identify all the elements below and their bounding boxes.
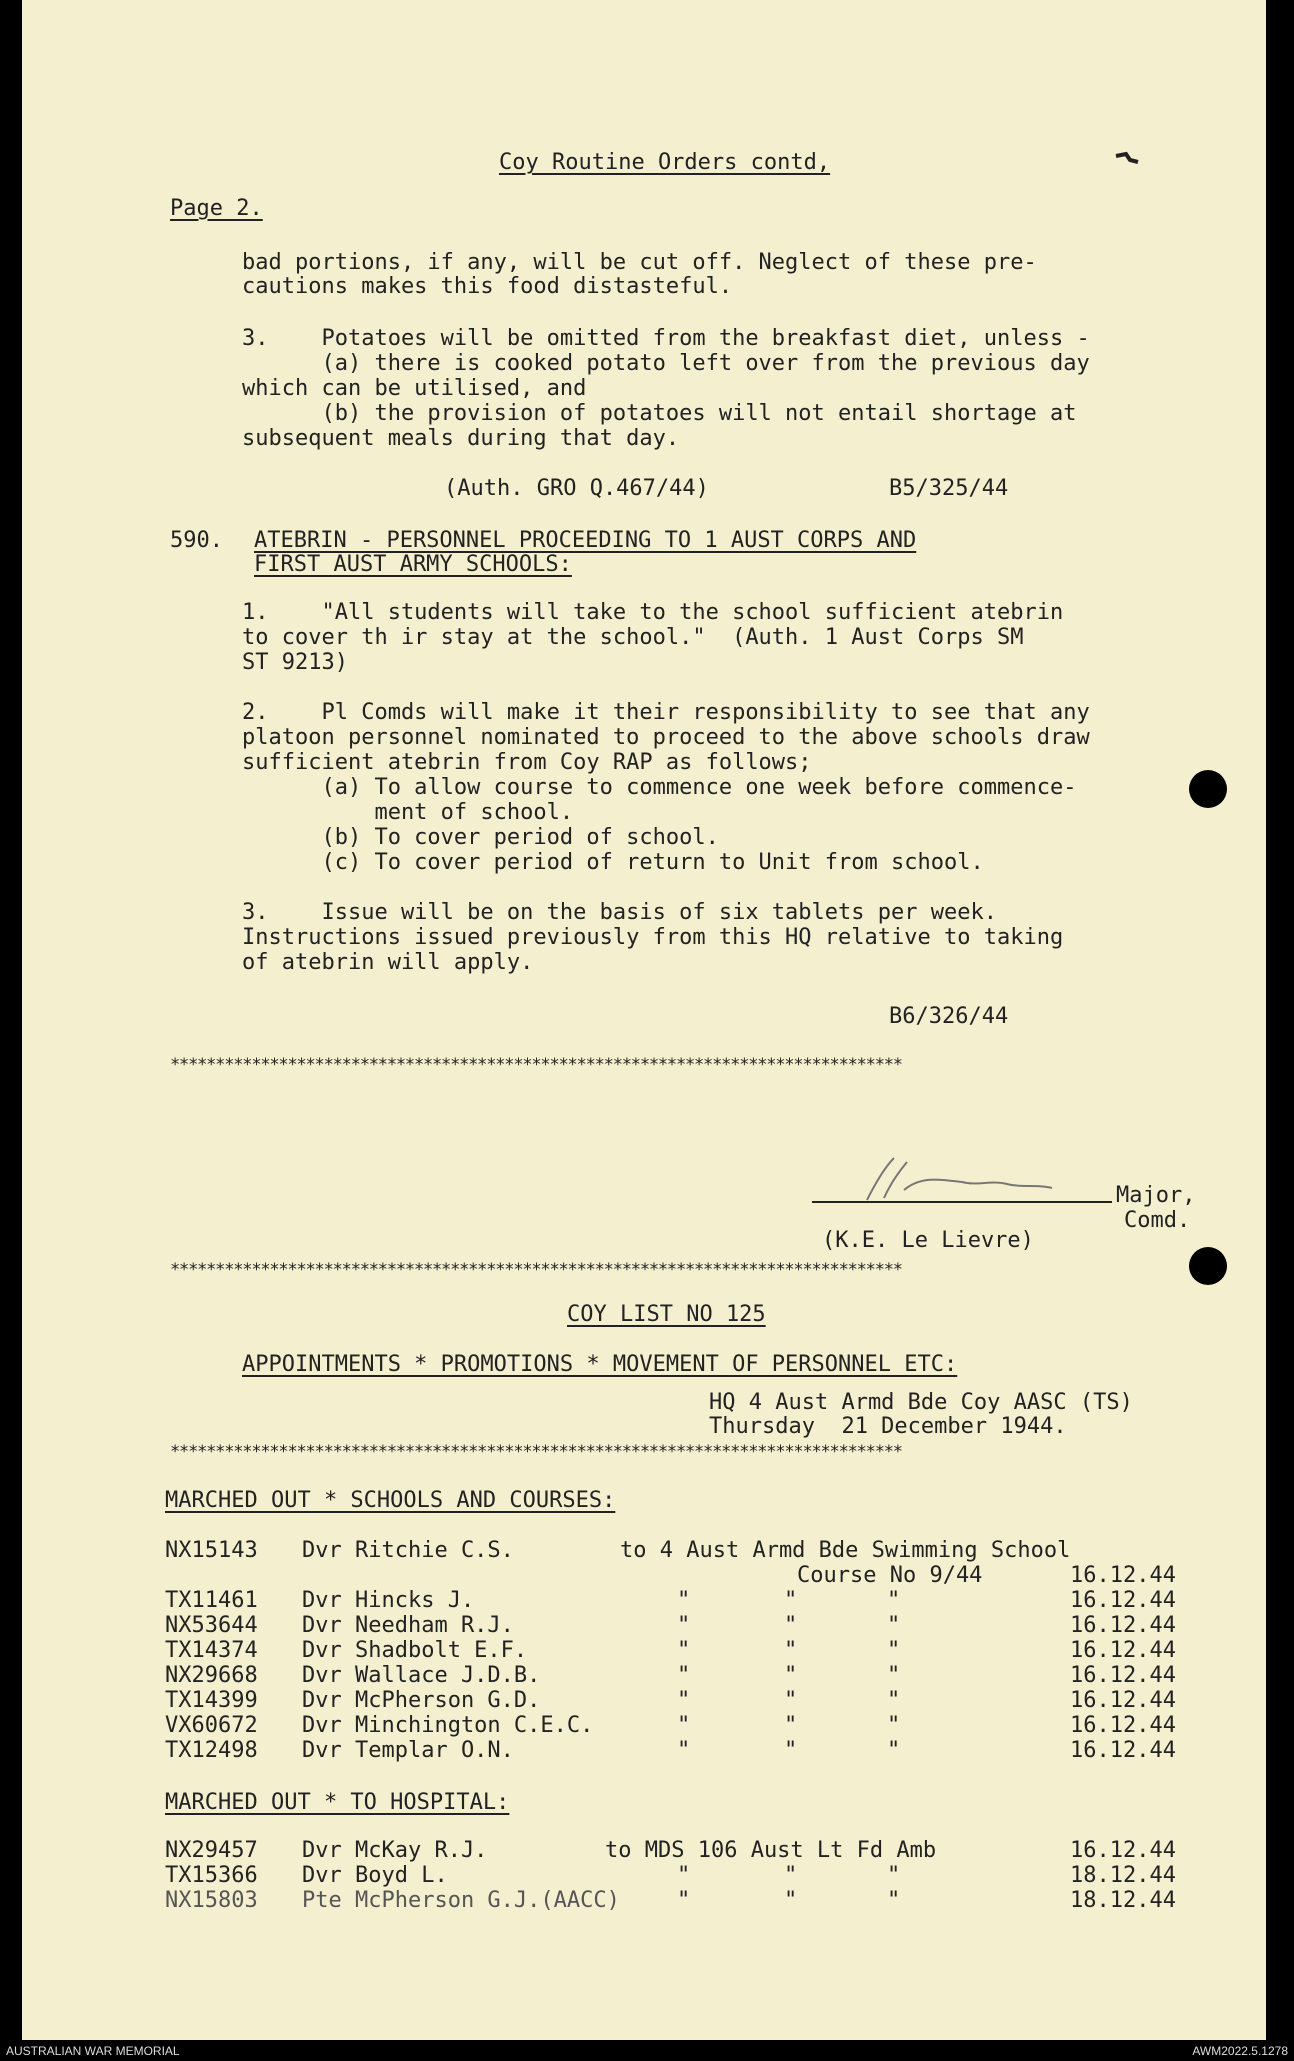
movement-date: 16.12.44 xyxy=(1070,1663,1176,1688)
item-paragraph-3-line: of atebrin will apply. xyxy=(242,950,534,975)
ditto-mark: " xyxy=(887,1888,901,1913)
ditto-mark: " xyxy=(887,1663,901,1688)
signatory-rank: Major, xyxy=(1116,1183,1196,1208)
soldier-name: Dvr Needham R.J. xyxy=(302,1613,514,1638)
ditto-mark: " xyxy=(677,1738,691,1763)
authority-reference: (Auth. GRO Q.467/44) xyxy=(444,476,709,501)
continuation-line: cautions makes this food distasteful. xyxy=(242,274,733,299)
ditto-mark: " xyxy=(677,1713,691,1738)
page-number: Page 2. xyxy=(170,196,263,221)
ditto-mark: " xyxy=(677,1863,691,1888)
service-number: NX29668 xyxy=(165,1663,258,1688)
ditto-mark: " xyxy=(784,1663,798,1688)
service-number: TX14374 xyxy=(165,1638,258,1663)
item-paragraph-1-line: to cover th ir stay at the school." (Auth. 1 Aust Corps SM xyxy=(242,625,1024,650)
movement-date: 16.12.44 xyxy=(1070,1738,1176,1763)
item-paragraph-2-line: (b) To cover period of school. xyxy=(242,825,719,850)
service-number: VX60672 xyxy=(165,1713,258,1738)
soldier-name: Dvr Boyd L. xyxy=(302,1863,448,1888)
soldier-name: Dvr Minchington C.E.C. xyxy=(302,1713,594,1738)
page-header-title: Coy Routine Orders contd, xyxy=(499,150,831,175)
coy-list-subtitle: APPOINTMENTS * PROMOTIONS * MOVEMENT OF PERSONNEL ETC: xyxy=(242,1352,958,1377)
soldier-name: Dvr Ritchie C.S. xyxy=(302,1538,514,1563)
continuation-line: bad portions, if any, will be cut off. Neglect of these pre- xyxy=(242,250,1037,275)
separator-line: ********************************************************************************* xyxy=(170,1260,902,1280)
ditto-mark: " xyxy=(677,1638,691,1663)
hospital-heading: MARCHED OUT * TO HOSPITAL: xyxy=(165,1790,510,1815)
service-number: NX53644 xyxy=(165,1613,258,1638)
item-number: 590. xyxy=(170,528,223,553)
destination: to 4 Aust Armd Bde Swimming School xyxy=(620,1538,1071,1563)
item-paragraph-1-line: ST 9213) xyxy=(242,650,348,675)
soldier-name: Pte McPherson G.J.(AACC) xyxy=(302,1888,620,1913)
item-heading: ATEBRIN - PERSONNEL PROCEEDING TO 1 AUST CORPS AND xyxy=(254,528,917,553)
destination: to MDS 106 Aust Lt Fd Amb xyxy=(605,1838,937,1863)
item-heading: FIRST AUST ARMY SCHOOLS: xyxy=(254,552,572,577)
ditto-mark: " xyxy=(677,1688,691,1713)
list-date: Thursday 21 December 1944. xyxy=(709,1414,1067,1439)
unit-name: HQ 4 Aust Armd Bde Coy AASC (TS) xyxy=(709,1390,1133,1415)
service-number: NX15803 xyxy=(165,1888,258,1913)
soldier-name: Dvr McKay R.J. xyxy=(302,1838,488,1863)
ditto-mark: " xyxy=(784,1863,798,1888)
item-paragraph-2-line: (a) To allow course to commence one week before commence- xyxy=(242,775,1077,800)
ditto-mark: " xyxy=(677,1613,691,1638)
ink-mark xyxy=(1114,148,1142,172)
movement-date: 18.12.44 xyxy=(1070,1863,1176,1888)
coy-list-title: COY LIST NO 125 xyxy=(567,1302,766,1327)
footer-right: AWM2022.5.1278 xyxy=(1192,2044,1288,2058)
signatory-title: Comd. xyxy=(1124,1208,1191,1233)
para-3-line: subsequent meals during that day. xyxy=(242,426,680,451)
schools-heading: MARCHED OUT * SCHOOLS AND COURSES: xyxy=(165,1488,616,1513)
separator-line: ********************************************************************************* xyxy=(170,1055,902,1075)
movement-date: 16.12.44 xyxy=(1070,1713,1176,1738)
item-paragraph-2-line: platoon personnel nominated to proceed to the above schools draw xyxy=(242,725,1090,750)
soldier-name: Dvr Templar O.N. xyxy=(302,1738,514,1763)
punch-hole xyxy=(1189,1247,1227,1285)
ditto-mark: " xyxy=(784,1738,798,1763)
signatory-name: (K.E. Le Lievre) xyxy=(822,1228,1034,1253)
ditto-mark: " xyxy=(677,1888,691,1913)
ditto-mark: " xyxy=(784,1713,798,1738)
ditto-mark: " xyxy=(887,1588,901,1613)
item-paragraph-3-line: Instructions issued previously from this HQ relative to taking xyxy=(242,925,1064,950)
ditto-mark: " xyxy=(887,1713,901,1738)
item-paragraph-3-line: 3. Issue will be on the basis of six tablets per week. xyxy=(242,900,997,925)
ditto-mark: " xyxy=(887,1738,901,1763)
movement-date: 16.12.44 xyxy=(1070,1588,1176,1613)
para-3-line: (a) there is cooked potato left over from the previous day xyxy=(242,351,1090,376)
ditto-mark: " xyxy=(784,1638,798,1663)
movement-date: 16.12.44 xyxy=(1070,1838,1176,1863)
para-3-line: which can be utilised, and xyxy=(242,376,587,401)
ditto-mark: " xyxy=(677,1663,691,1688)
item-paragraph-2-line: 2. Pl Comds will make it their responsibility to see that any xyxy=(242,700,1090,725)
soldier-name: Dvr Wallace J.D.B. xyxy=(302,1663,541,1688)
service-number: TX11461 xyxy=(165,1588,258,1613)
service-number: TX15366 xyxy=(165,1863,258,1888)
service-number: NX29457 xyxy=(165,1838,258,1863)
punch-hole xyxy=(1189,770,1227,808)
service-number: TX12498 xyxy=(165,1738,258,1763)
ditto-mark: " xyxy=(677,1588,691,1613)
signature xyxy=(792,1150,1122,1214)
course-name: Course No 9/44 xyxy=(797,1563,983,1588)
movement-date: 16.12.44 xyxy=(1070,1563,1176,1588)
para-3-line: (b) the provision of potatoes will not entail shortage at xyxy=(242,401,1077,426)
ditto-mark: " xyxy=(784,1613,798,1638)
soldier-name: Dvr Shadbolt E.F. xyxy=(302,1638,528,1663)
item-paragraph-1-line: 1. "All students will take to the school sufficient atebrin xyxy=(242,600,1064,625)
item-paragraph-2-line: (c) To cover period of return to Unit from school. xyxy=(242,850,984,875)
soldier-name: Dvr Hincks J. xyxy=(302,1588,475,1613)
movement-date: 18.12.44 xyxy=(1070,1888,1176,1913)
movement-date: 16.12.44 xyxy=(1070,1688,1176,1713)
movement-date: 16.12.44 xyxy=(1070,1638,1176,1663)
item-paragraph-2-line: sufficient atebrin from Coy RAP as follows; xyxy=(242,750,812,775)
ditto-mark: " xyxy=(887,1638,901,1663)
movement-date: 16.12.44 xyxy=(1070,1613,1176,1638)
ditto-mark: " xyxy=(784,1688,798,1713)
ditto-mark: " xyxy=(784,1888,798,1913)
ditto-mark: " xyxy=(784,1588,798,1613)
ditto-mark: " xyxy=(887,1613,901,1638)
separator-line: ********************************************************************************* xyxy=(170,1442,902,1462)
para-3-line: 3. Potatoes will be omitted from the breakfast diet, unless - xyxy=(242,326,1090,351)
service-number: NX15143 xyxy=(165,1538,258,1563)
file-reference: B5/325/44 xyxy=(889,476,1009,501)
file-reference: B6/326/44 xyxy=(889,1004,1009,1029)
footer-left: AUSTRALIAN WAR MEMORIAL xyxy=(6,2044,180,2058)
ditto-mark: " xyxy=(887,1688,901,1713)
soldier-name: Dvr McPherson G.D. xyxy=(302,1688,541,1713)
ditto-mark: " xyxy=(887,1863,901,1888)
document-page xyxy=(22,0,1266,2040)
service-number: TX14399 xyxy=(165,1688,258,1713)
item-paragraph-2-line: ment of school. xyxy=(242,800,574,825)
